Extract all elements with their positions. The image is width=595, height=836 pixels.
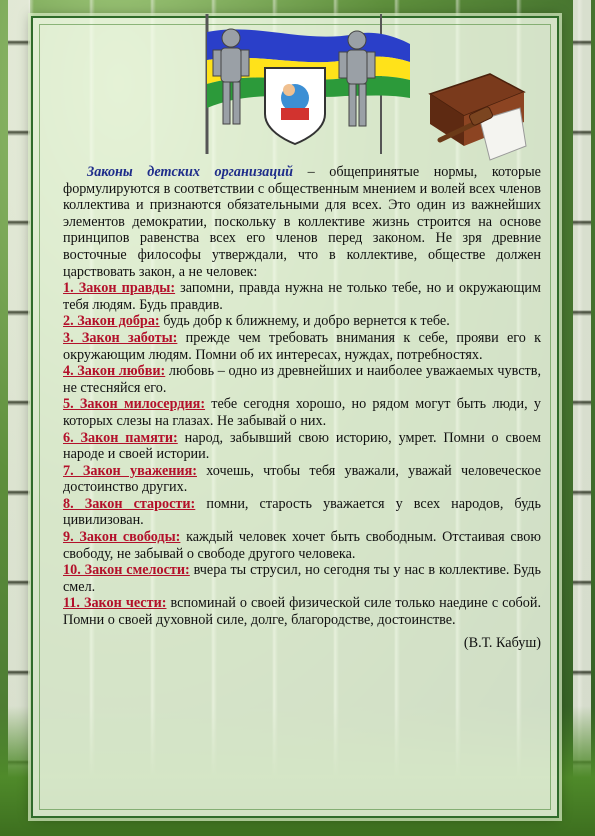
- law-title: 6. Закон памяти:: [63, 429, 178, 446]
- law-item: [63, 595, 541, 628]
- law-item: [63, 396, 541, 429]
- law-title: 3. Закон заботы:: [63, 329, 178, 346]
- law-text: тебе сегодня хорошо, но рядом могут быть люди, у которых слезы на глазах. Не забывай о них.: [63, 396, 541, 429]
- law-text: любовь – одно из древнейших и наиболее уважаемых чувств, не стесняйся его.: [63, 363, 542, 396]
- law-item: [63, 330, 541, 363]
- law-item: [63, 529, 541, 562]
- intro-text: – общепринятые нормы, которые формулируются в соответствии с общественным мнением и волей всех членов коллектива и признаются обязательными для всех. Это один из важнейших элементов демократии, поскольку в коллективе жизнь строится на основе принципов равенства всех его членов перед законом. Не зря древние восточные философы утверждали, что в коллективе, обществе должен царствовать закон, а не человек:: [63, 164, 541, 280]
- law-title: 5. Закон милосердия:: [63, 396, 206, 413]
- law-item: [63, 280, 541, 313]
- law-title: 4. Закон любви:: [63, 363, 166, 380]
- knights-flag-emblem-icon: [185, 14, 417, 154]
- intro-title: Законы детских организаций: [87, 164, 294, 180]
- law-text: помни, старость уважается у всех народов, будь цивилизован.: [63, 495, 541, 529]
- law-title: 8. Закон старости:: [63, 495, 196, 512]
- laws-text: [63, 164, 541, 651]
- law-title: 9. Закон свободы:: [63, 529, 181, 546]
- law-item: [63, 313, 541, 330]
- author-signature: (В.Т. Кабуш): [463, 634, 541, 651]
- law-text: вспоминай о своей физической силе только наедине с собой. Помни о своей духовной силе, долге, благородстве, достоинстве.: [63, 595, 541, 629]
- law-title: 7. Закон уважения:: [63, 462, 197, 479]
- law-book-gavel-icon: [420, 70, 530, 162]
- law-title: 1. Закон правды:: [63, 280, 176, 297]
- law-item: [63, 363, 541, 396]
- law-item: [63, 463, 541, 496]
- law-item: [63, 562, 541, 595]
- law-title: 10. Закон смелости:: [63, 562, 190, 579]
- law-text: вчера ты струсил, но сегодня ты у нас в коллективе. Будь смел.: [63, 562, 541, 595]
- law-text: каждый человек хочет быть свободным. Отстаивая свою свободу, не забывай о свободе другого человека.: [63, 529, 541, 562]
- law-text: прежде чем требовать внимания к себе, прояви его к окружающим людям. Помни об их интересах, нуждах, потребностях.: [63, 329, 541, 363]
- law-item: [63, 430, 541, 463]
- law-title: 2. Закон добра:: [63, 313, 160, 330]
- law-title: 11. Закон чести:: [63, 595, 167, 612]
- law-text: народ, забывший свою историю, умрет. Помни о своем народе и своей истории.: [63, 429, 541, 463]
- law-item: [63, 496, 541, 529]
- law-text: хочешь, чтобы тебя уважали, уважай человеческое достоинство других.: [63, 462, 541, 496]
- law-text: будь добр к ближнему, и добро вернется к тебе.: [159, 313, 450, 330]
- intro-paragraph: [63, 164, 541, 280]
- law-text: запомни, правда нужна не только тебе, но и окружающим тебя людям. Будь правдив.: [63, 280, 541, 313]
